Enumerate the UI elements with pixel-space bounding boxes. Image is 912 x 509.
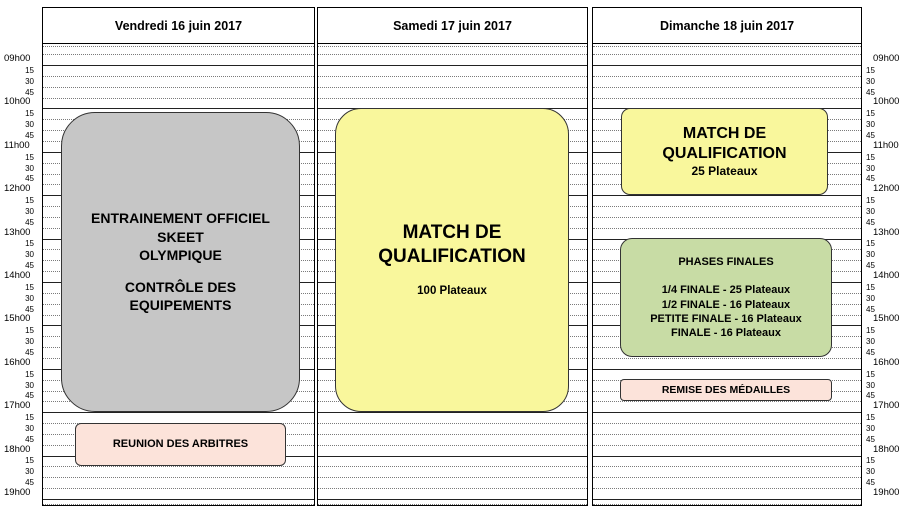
hour-label: 12h00 <box>873 183 900 195</box>
hour-label: 09h00 <box>4 53 31 64</box>
grid-line <box>318 76 587 77</box>
grid-line <box>593 401 861 402</box>
quarter-label: 15 <box>25 326 34 336</box>
quarter-label: 15 <box>25 282 34 292</box>
quarter-label: 45 <box>866 174 875 184</box>
hour-label: 13h00 <box>873 226 900 238</box>
hour-label: 10h00 <box>873 96 900 108</box>
quarter-label: 30 <box>25 120 34 130</box>
grid-line <box>593 434 861 435</box>
hour-label: 11h00 <box>4 139 30 151</box>
grid-line <box>593 423 861 424</box>
hour-label: 19h00 <box>873 487 900 498</box>
grid-line <box>43 46 314 47</box>
hour-label: 12h00 <box>4 183 31 195</box>
quarter-label: 45 <box>866 434 875 444</box>
quarter-label: 45 <box>25 217 34 227</box>
hour-label: 17h00 <box>873 400 900 412</box>
event-match-qualification-25[interactable] <box>621 108 828 195</box>
day-header <box>43 8 314 44</box>
event-text-line: EQUIPEMENTS <box>129 297 232 314</box>
quarter-label: 15 <box>25 239 34 249</box>
hour-label: 18h00 <box>873 443 900 455</box>
grid-line <box>593 217 861 218</box>
quarter-label: 30 <box>25 380 34 390</box>
quarter-label: 15 <box>25 109 34 119</box>
quarter-label: 45 <box>25 130 34 140</box>
quarter-label: 30 <box>866 76 875 86</box>
grid-line <box>593 488 861 489</box>
hour-line <box>43 499 314 500</box>
hour-label: 16h00 <box>873 356 900 368</box>
grid-line <box>593 477 861 478</box>
quarter-label: 45 <box>866 87 875 97</box>
grid-line <box>43 488 314 489</box>
event-text-line: REUNION DES ARBITRES <box>112 438 249 451</box>
grid-line <box>43 466 314 467</box>
quarter-label: 15 <box>866 196 875 206</box>
event-text-line: OLYMPIQUE <box>139 246 222 263</box>
event-text-line: 1/2 FINALE - 16 Plateaux <box>661 298 791 311</box>
grid-line <box>593 76 861 77</box>
day-header <box>593 8 861 44</box>
quarter-label: 45 <box>866 478 875 488</box>
quarter-label: 45 <box>866 347 875 357</box>
hour-line <box>43 412 314 413</box>
hour-label: 14h00 <box>873 270 900 281</box>
quarter-label: 15 <box>866 239 875 249</box>
grid-line <box>318 466 587 467</box>
event-text-line: PETITE FINALE - 16 Plateaux <box>650 312 802 325</box>
quarter-label: 45 <box>25 347 34 357</box>
event-match-qualification-100[interactable] <box>335 108 569 412</box>
quarter-label: 45 <box>25 434 34 444</box>
hour-line <box>593 195 861 196</box>
grid-line <box>318 504 587 505</box>
quarter-label: 30 <box>25 337 34 347</box>
quarter-label: 30 <box>866 293 875 303</box>
quarter-label: 30 <box>866 423 875 433</box>
quarter-label: 45 <box>866 391 875 401</box>
quarter-label: 45 <box>25 478 34 488</box>
quarter-label: 30 <box>866 380 875 390</box>
hour-label: 09h00 <box>873 53 900 64</box>
hour-line <box>593 499 861 500</box>
grid-line <box>43 504 314 505</box>
quarter-label: 45 <box>866 217 875 227</box>
hour-label: 14h00 <box>4 270 31 281</box>
quarter-label: 30 <box>866 337 875 347</box>
quarter-label: 45 <box>25 87 34 97</box>
quarter-label: 30 <box>25 206 34 216</box>
event-text-line: REMISE DES MÉDAILLES <box>661 383 791 396</box>
day-title: Samedi 17 juin 2017 <box>393 18 512 33</box>
event-text-line: 1/4 FINALE - 25 Plateaux <box>661 284 791 297</box>
grid-line <box>43 98 314 99</box>
event-text-line: ENTRAINEMENT OFFICIEL <box>91 210 270 227</box>
quarter-label: 15 <box>25 152 34 162</box>
quarter-label: 30 <box>866 467 875 477</box>
hour-label: 17h00 <box>4 400 31 412</box>
quarter-label: 30 <box>25 163 34 173</box>
grid-line <box>593 87 861 88</box>
hour-label: 18h00 <box>4 443 31 455</box>
grid-line <box>593 466 861 467</box>
day-title: Vendredi 16 juin 2017 <box>114 18 243 33</box>
grid-line <box>593 504 861 505</box>
quarter-label: 15 <box>866 326 875 336</box>
grid-line <box>318 434 587 435</box>
grid-line <box>593 98 861 99</box>
event-text-line: QUALIFICATION <box>378 246 526 268</box>
quarter-label: 15 <box>25 369 34 379</box>
grid-line <box>318 87 587 88</box>
grid-line <box>318 98 587 99</box>
grid-line <box>318 423 587 424</box>
quarter-label: 30 <box>866 250 875 260</box>
hour-line <box>593 412 861 413</box>
day-title: Dimanche 18 juin 2017 <box>659 18 795 33</box>
quarter-label: 15 <box>866 109 875 119</box>
hour-line <box>43 65 314 66</box>
quarter-label: 30 <box>25 76 34 86</box>
hour-label: 13h00 <box>4 226 31 238</box>
quarter-label: 15 <box>25 456 34 466</box>
grid-line <box>593 206 861 207</box>
grid-line <box>318 46 587 47</box>
quarter-label: 15 <box>866 369 875 379</box>
grid-line <box>593 358 861 359</box>
quarter-label: 30 <box>25 250 34 260</box>
quarter-label: 15 <box>866 152 875 162</box>
quarter-label: 15 <box>25 65 34 75</box>
event-text-line: MATCH DE <box>682 124 767 142</box>
hour-label: 16h00 <box>4 356 31 368</box>
event-text-line: 25 Plateaux <box>691 163 758 178</box>
event-text-line: CONTRÔLE DES <box>124 278 237 295</box>
hour-line <box>318 456 587 457</box>
grid-line <box>43 54 314 55</box>
event-entrainement[interactable] <box>61 112 300 412</box>
event-text-line: 100 Plateaux <box>417 285 487 297</box>
hour-line <box>318 65 587 66</box>
quarter-label: 30 <box>866 163 875 173</box>
quarter-label: 30 <box>25 293 34 303</box>
day-column <box>317 7 588 506</box>
event-reunion-arbitres[interactable] <box>75 423 286 466</box>
grid-line <box>593 46 861 47</box>
event-text-line: QUALIFICATION <box>662 144 787 162</box>
event-text-line: MATCH DE <box>402 221 502 243</box>
quarter-label: 15 <box>25 196 34 206</box>
grid-line <box>318 488 587 489</box>
quarter-label: 30 <box>25 423 34 433</box>
quarter-label: 30 <box>866 206 875 216</box>
grid-line <box>318 445 587 446</box>
hour-line <box>318 412 587 413</box>
hour-label: 15h00 <box>873 313 900 325</box>
hour-label: 19h00 <box>4 487 31 498</box>
hour-line <box>318 499 587 500</box>
quarter-label: 45 <box>25 304 34 314</box>
event-phases-finales[interactable] <box>620 238 832 357</box>
quarter-label: 15 <box>866 282 875 292</box>
day-column <box>42 7 315 506</box>
event-text-line: PHASES FINALES <box>678 256 774 269</box>
quarter-label: 45 <box>866 261 875 271</box>
hour-line <box>43 108 314 109</box>
quarter-label: 45 <box>25 261 34 271</box>
quarter-label: 45 <box>866 304 875 314</box>
hour-line <box>593 369 861 370</box>
grid-line <box>593 445 861 446</box>
quarter-label: 15 <box>866 65 875 75</box>
quarter-label: 15 <box>25 413 34 423</box>
grid-line <box>43 87 314 88</box>
hour-label: 15h00 <box>4 313 31 325</box>
event-remise-medailles[interactable] <box>620 379 832 401</box>
grid-line <box>593 228 861 229</box>
grid-line <box>43 477 314 478</box>
quarter-label: 30 <box>25 467 34 477</box>
event-text-line: SKEET <box>157 228 204 245</box>
grid-line <box>318 477 587 478</box>
grid-line <box>43 76 314 77</box>
hour-line <box>593 456 861 457</box>
hour-line <box>593 65 861 66</box>
hour-label: 11h00 <box>873 139 899 151</box>
event-text-line: FINALE - 16 Plateaux <box>670 327 782 340</box>
quarter-label: 45 <box>25 391 34 401</box>
quarter-label: 30 <box>866 120 875 130</box>
quarter-label: 15 <box>866 413 875 423</box>
grid-line <box>318 54 587 55</box>
hour-label: 10h00 <box>4 96 31 108</box>
day-column <box>592 7 862 506</box>
quarter-label: 45 <box>25 174 34 184</box>
quarter-label: 45 <box>866 130 875 140</box>
day-header <box>318 8 587 44</box>
quarter-label: 15 <box>866 456 875 466</box>
grid-line <box>593 54 861 55</box>
